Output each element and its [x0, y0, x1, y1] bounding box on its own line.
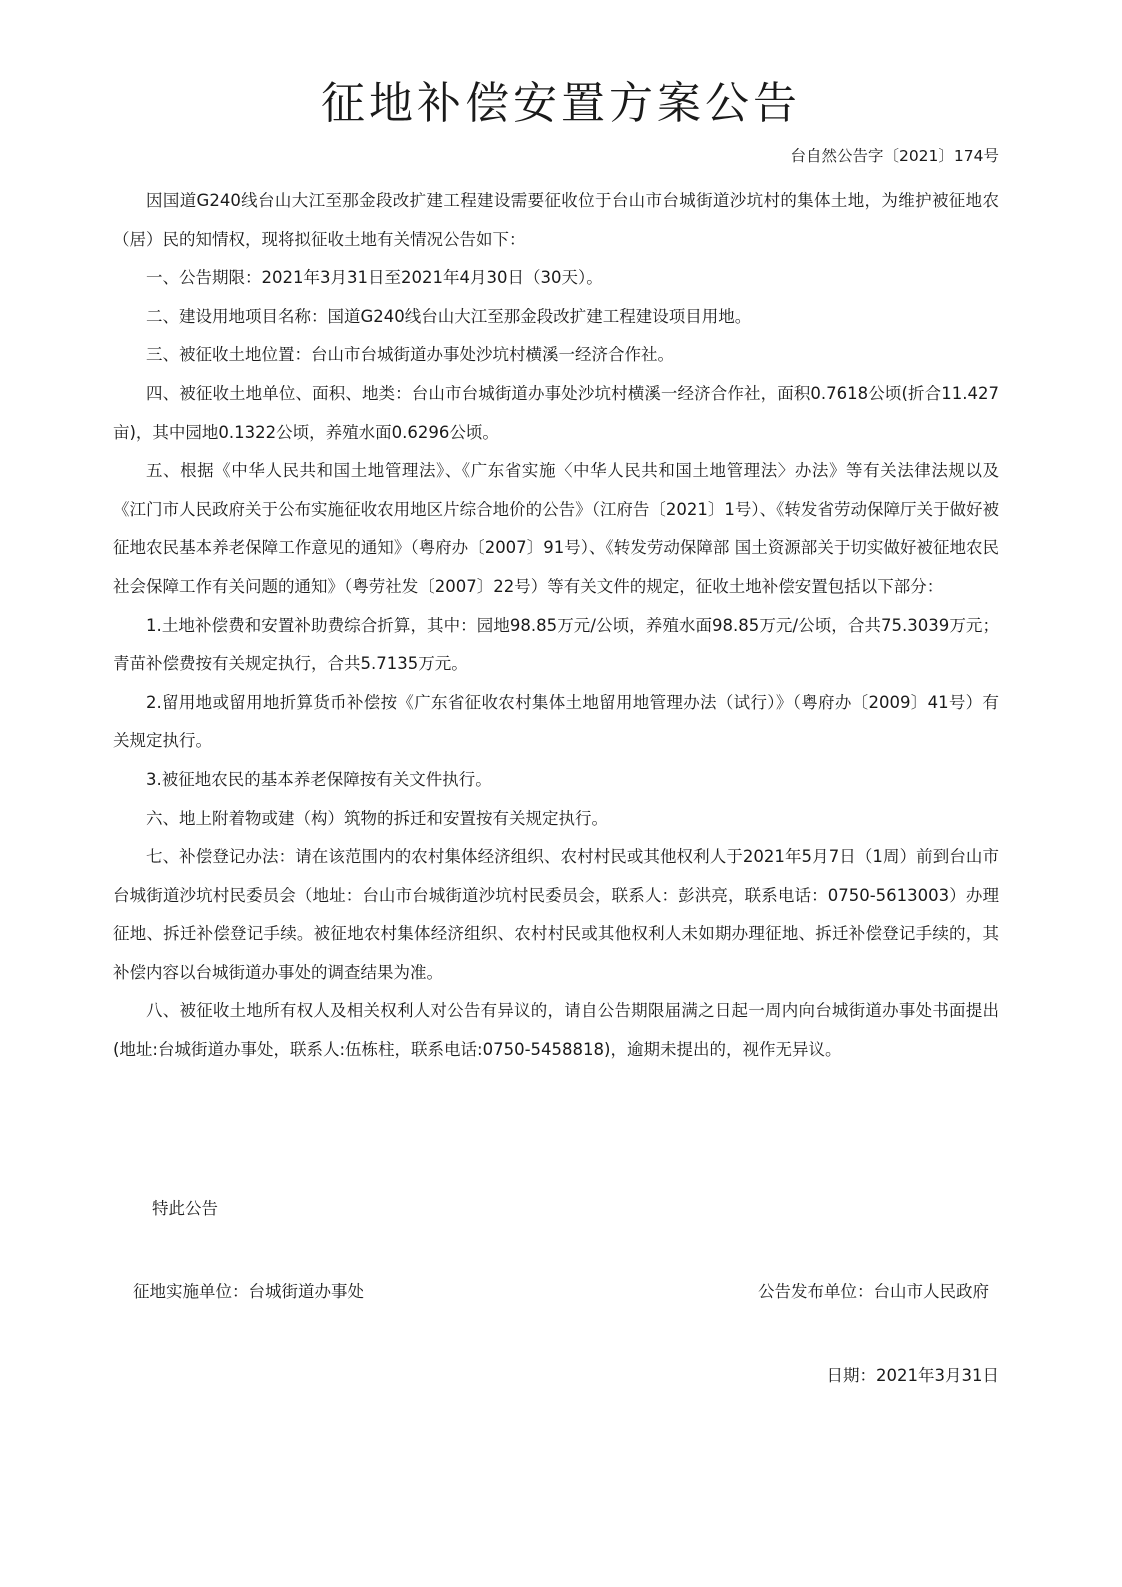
legal-basis-paragraph: 五、根据《中华人民共和国土地管理法》、《广东省实施〈中华人民共和国土地管理法〉办法》等有关法律法规以及《江门市人民政府关于公布实施征收农用地区片综合地价的公告》（江府告〔2021〕1号）、《转发省劳动保障厅关于做好被征地农民基本养老保障工作意见的通知》（粤府办〔2007〕91号）、《转发劳动保障部 国土资源部关于切实做好被征地农民社会保障工作有关问题的通知》（粤劳社发〔2007〕22号）等有关文件的规定，征收土地补偿安置包括以下部分： [113, 461, 999, 596]
publishing-unit: 公告发布单位：台山市人民政府 [758, 1282, 989, 1301]
project-name-paragraph: 二、建设用地项目名称：国道G240线台山大江至那金段改扩建工程建设项目用地。 [146, 306, 752, 326]
relocation-paragraph: 六、地上附着物或建（构）筑物的拆迁和安置按有关规定执行。 [146, 808, 608, 828]
compensation-item-2: 2.留用地或留用地折算货币补偿按《广东省征收农村集体土地留用地管理办法（试行）》（粤府办〔2009〕41号）有关规定执行。 [113, 692, 999, 751]
notice-title: 征地补偿安置方案公告 [321, 78, 801, 129]
notice-date: 日期：2021年3月31日 [826, 1366, 999, 1385]
implementing-unit: 征地实施单位：台城街道办事处 [133, 1282, 364, 1301]
compensation-item-1: 1.土地补偿费和安置补助费综合折算，其中：园地98.85万元/公顷，养殖水面98.85万元/公顷，合共75.3039万元；青苗补偿费按有关规定执行，合共5.7135万元。 [113, 615, 999, 674]
compensation-item-3: 3.被征地农民的基本养老保障按有关文件执行。 [146, 769, 492, 789]
intro-paragraph: 因国道G240线台山大江至那金段改扩建工程建设需要征收位于台山市台城街道沙坑村的集体土地，为维护被征地农（居）民的知情权，现将拟征收土地有关情况公告如下： [113, 191, 999, 249]
registration-paragraph: 七、补偿登记办法：请在该范围内的农村集体经济组织、农村村民或其他权利人于2021年5月7日（1周）前到台山市台城街道沙坑村民委员会（地址：台山市台城街道沙坑村民委员会，联系人：彭洪亮，联系电话：0750-5613003）办理征地、拆迁补偿登记手续。被征地农村集体经济组织、农村村民或其他权利人未如期办理征地、拆迁补偿登记手续的，其补偿内容以台城街道办事处的调查结果为准。 [113, 847, 999, 982]
land-location-paragraph: 三、被征收土地位置：台山市台城街道办事处沙坑村横溪一经济合作社。 [146, 345, 674, 365]
land-area-paragraph: 四、被征收土地单位、面积、地类：台山市台城街道办事处沙坑村横溪一经济合作社，面积0.7618公顷(折合11.427亩)，其中园地0.1322公顷，养殖水面0.6296公顷。 [113, 383, 999, 442]
objection-paragraph: 八、被征收土地所有权人及相关权利人对公告有异议的，请自公告期限届满之日起一周内向台城街道办事处书面提出(地址:台城街道办事处，联系人:伍栋柱，联系电话:0750-5458818)，逾期未提出的，视作无异议。 [113, 1001, 999, 1060]
notice-body [113, 182, 999, 1070]
notice-period-paragraph: 一、公告期限：2021年3月31日至2021年4月30日（30天）。 [146, 268, 603, 288]
document-number: 台自然公告字〔2021〕174号 [790, 147, 999, 165]
closing-statement: 特此公告 [152, 1199, 218, 1218]
